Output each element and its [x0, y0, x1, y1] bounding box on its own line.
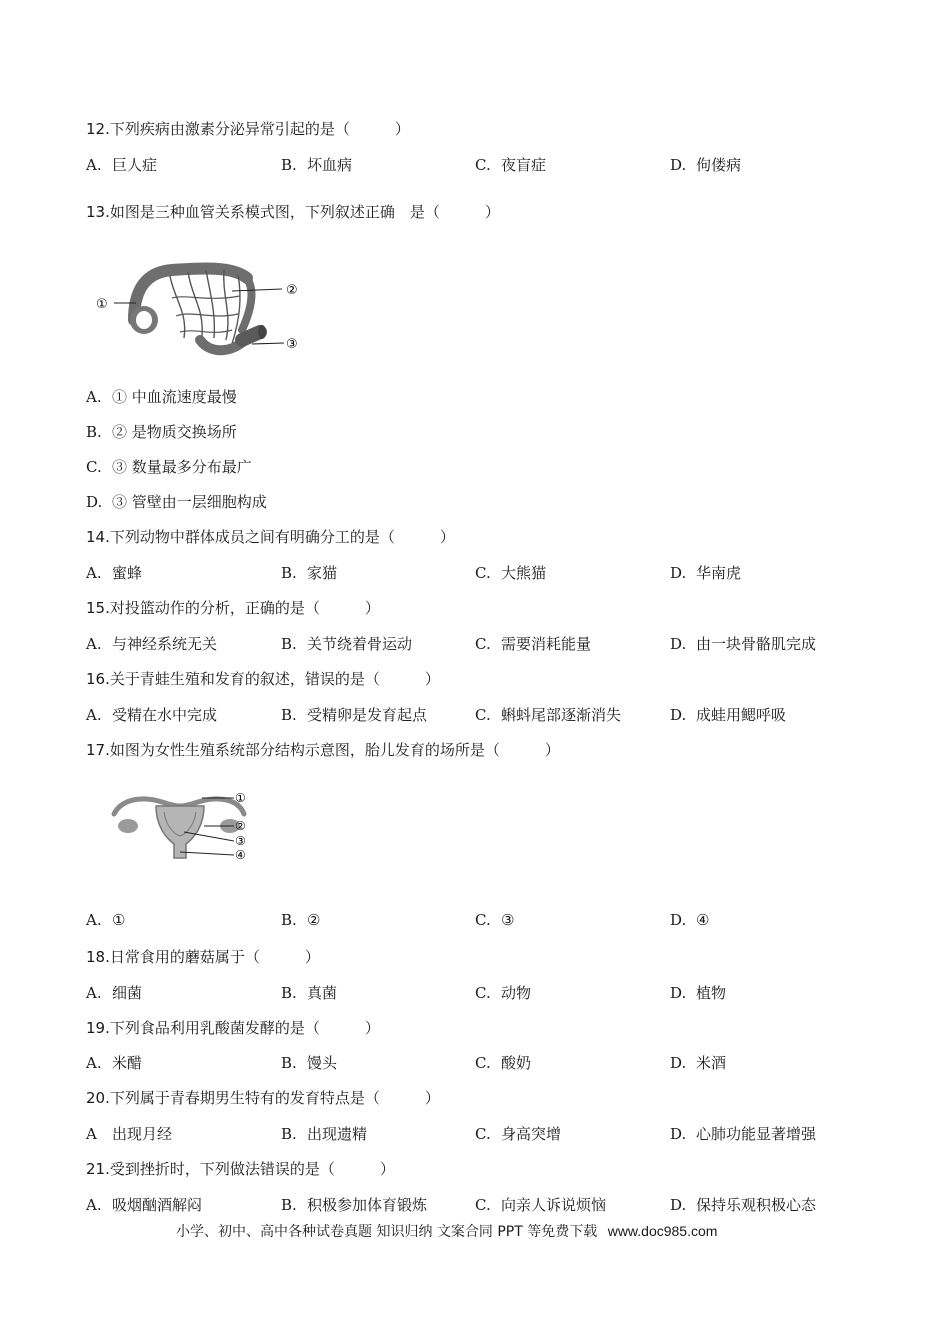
option-d: D. 由一块骨骼肌完成	[670, 635, 817, 653]
question-18-stem: 18.日常食用的蘑菇属于（ ）	[86, 948, 320, 966]
footer-url[interactable]: www.doc985.com	[607, 1223, 718, 1239]
option-d: D. 心肺功能显著增强	[670, 1125, 817, 1143]
label-3: ③	[235, 834, 246, 848]
option-c: C. 酸奶	[475, 1054, 532, 1072]
option-c: C. 蝌蚪尾部逐渐消失	[475, 706, 622, 724]
question-13-stem: 13.如图是三种血管关系模式图，下列叙述正确 是（ ）	[86, 203, 500, 221]
option-a: A. 米醋	[86, 1054, 143, 1072]
option-c: C. 夜盲症	[475, 156, 547, 174]
page-footer	[176, 1221, 717, 1241]
question-17-stem: 17.如图为女性生殖系统部分结构示意图，胎儿发育的场所是（ ）	[86, 741, 560, 759]
footer-text: 小学、初中、高中各种试卷真题 知识归纳 文案合同 PPT 等免费下载	[176, 1224, 598, 1240]
option-c: C. 需要消耗能量	[475, 635, 592, 653]
option-b: B. 真菌	[281, 984, 338, 1002]
option-d: D. 米酒	[670, 1054, 727, 1072]
label-4: ④	[235, 848, 246, 862]
option-b: B. 积极参加体育锻炼	[281, 1196, 428, 1214]
option-c: C. 大熊猫	[475, 564, 547, 582]
question-13-option-a: A. ① 中血流速度最慢	[86, 388, 237, 406]
label-1: ①	[235, 791, 246, 805]
option-a: A. 巨人症	[86, 156, 158, 174]
question-15-stem: 15.对投篮动作的分析，正确的是（ ）	[86, 599, 380, 617]
label-1: ①	[96, 297, 108, 312]
option-b: B. ②	[281, 911, 321, 929]
option-c: C. 身高突增	[475, 1125, 562, 1143]
option-d: D. 华南虎	[670, 564, 742, 582]
option-b: B. 关节绕着骨运动	[281, 635, 413, 653]
option-b: B. 坏血病	[281, 156, 353, 174]
blood-vessel-diagram	[92, 258, 312, 368]
option-a: A. 吸烟酗酒解闷	[86, 1196, 203, 1214]
label-3: ③	[286, 337, 298, 352]
option-d: D. 成蛙用鳃呼吸	[670, 706, 787, 724]
option-a: A 出现月经	[86, 1125, 173, 1143]
label-2: ②	[286, 283, 298, 298]
option-d: D. 保持乐观积极心态	[670, 1196, 817, 1214]
option-a: A. 受精在水中完成	[86, 706, 218, 724]
question-12-stem: 12.下列疾病由激素分泌异常引起的是（ ）	[86, 120, 410, 138]
option-a: A. 蜜蜂	[86, 564, 143, 582]
option-d: D. 佝偻病	[670, 156, 742, 174]
label-2: ②	[235, 819, 246, 833]
question-20-stem: 20.下列属于青春期男生特有的发育特点是（ ）	[86, 1089, 440, 1107]
option-c: C. 动物	[475, 984, 532, 1002]
option-b: B. 受精卵是发育起点	[281, 706, 428, 724]
option-b: B. 家猫	[281, 564, 338, 582]
female-reproductive-diagram	[104, 786, 254, 868]
option-a: A. ①	[86, 911, 126, 929]
question-13-option-c: C. ③ 数量最多分布最广	[86, 458, 252, 476]
question-16-stem: 16.关于青蛙生殖和发育的叙述，错误的是（ ）	[86, 670, 440, 688]
option-d: D. 植物	[670, 984, 727, 1002]
question-13-option-b: B. ② 是物质交换场所	[86, 423, 237, 441]
option-a: A. 与神经系统无关	[86, 635, 218, 653]
option-d: D. ④	[670, 911, 710, 929]
question-21-stem: 21.受到挫折时，下列做法错误的是（ ）	[86, 1160, 395, 1178]
option-c: C. 向亲人诉说烦恼	[475, 1196, 607, 1214]
question-14-stem: 14.下列动物中群体成员之间有明确分工的是（ ）	[86, 528, 455, 546]
option-b: B. 出现遗精	[281, 1125, 368, 1143]
question-19-stem: 19.下列食品利用乳酸菌发酵的是（ ）	[86, 1019, 380, 1037]
question-13-option-d: D. ③ 管壁由一层细胞构成	[86, 493, 267, 511]
option-b: B. 馒头	[281, 1054, 338, 1072]
option-c: C. ③	[475, 911, 515, 929]
option-a: A. 细菌	[86, 984, 143, 1002]
